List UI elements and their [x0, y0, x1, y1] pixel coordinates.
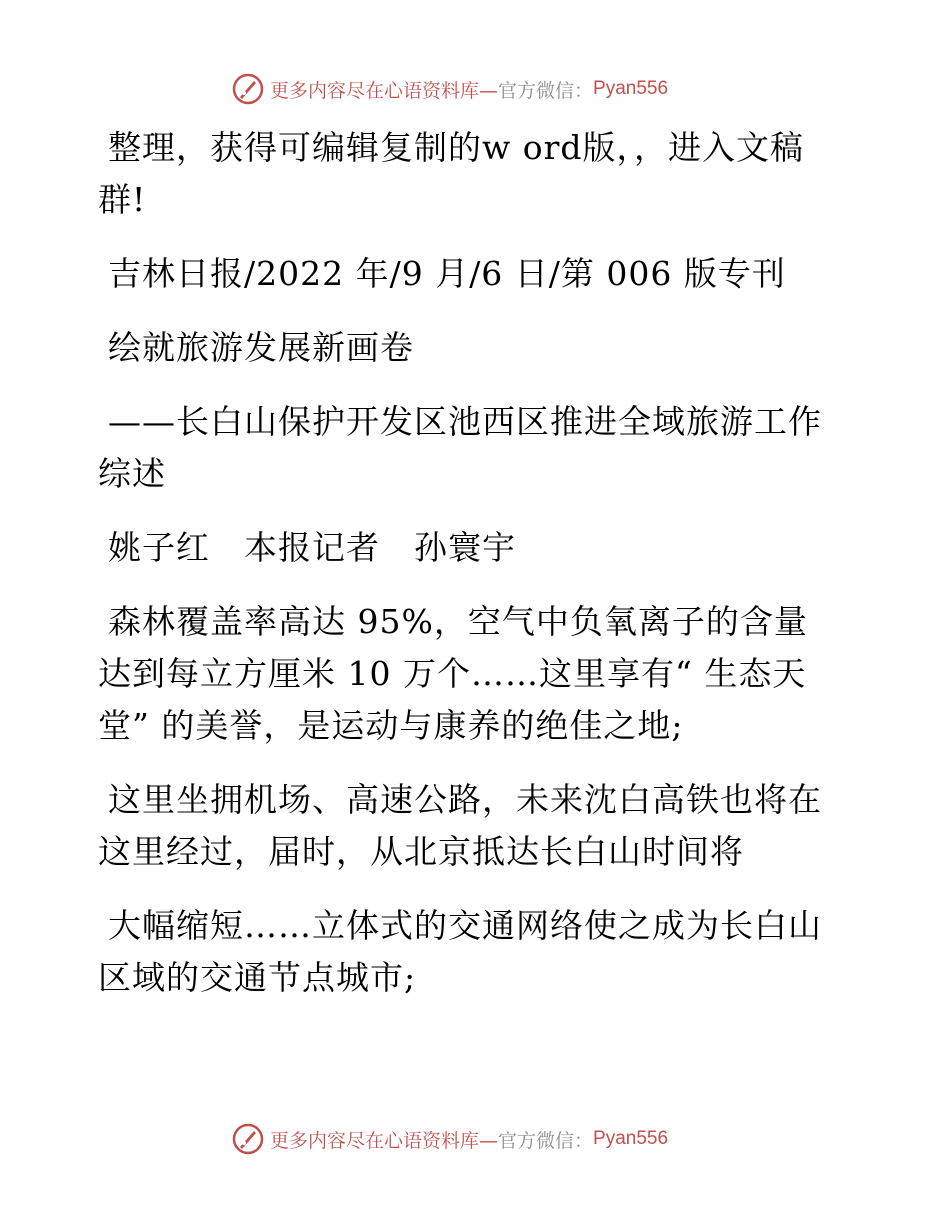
- header-wechat-label: 官方微信：: [498, 79, 594, 102]
- header-watermark-banner: [232, 71, 732, 107]
- quill-logo-icon: [232, 1123, 264, 1155]
- body-paragraph: 森林覆盖率高达 95%，空气中负氧离子的含量达到每立方厘米 10 万个……这里享有“ 生态天堂” 的美誉，是运动与康养的绝佳之地;: [98, 602, 808, 745]
- footer-wechat-label: 官方微信：: [498, 1129, 594, 1152]
- body-paragraph: 这里坐拥机场、高速公路，未来沈白高铁也将在这里经过，届时，从北京抵达长白山时间将: [98, 780, 822, 871]
- footer-watermark-banner: [232, 1121, 732, 1157]
- footer-banner-text: 更多内容尽在心语资料库—: [270, 1129, 499, 1152]
- header-banner-text: 更多内容尽在心语资料库—: [270, 79, 499, 102]
- article-title: 绘就旅游发展新画卷: [108, 328, 414, 367]
- header-wechat-id: Pyan556: [593, 78, 669, 99]
- body-paragraph: 大幅缩短……立体式的交通网络使之成为长白山区域的交通节点城市;: [98, 906, 822, 997]
- quill-logo-icon: [232, 73, 264, 105]
- byline: 姚子红 本报记者 孙寰宇: [108, 528, 516, 567]
- source-line: 吉林日报/2022 年/9 月/6 日/第 006 版专刊: [108, 254, 786, 293]
- article-body: [98, 122, 828, 1026]
- footer-wechat-id: Pyan556: [593, 1128, 669, 1149]
- article-subtitle: ——长白山保护开发区池西区推进全域旅游工作综述: [98, 402, 822, 493]
- intro-paragraph: 整理，获得可编辑复制的w ord版，，进入文稿群!: [98, 128, 805, 219]
